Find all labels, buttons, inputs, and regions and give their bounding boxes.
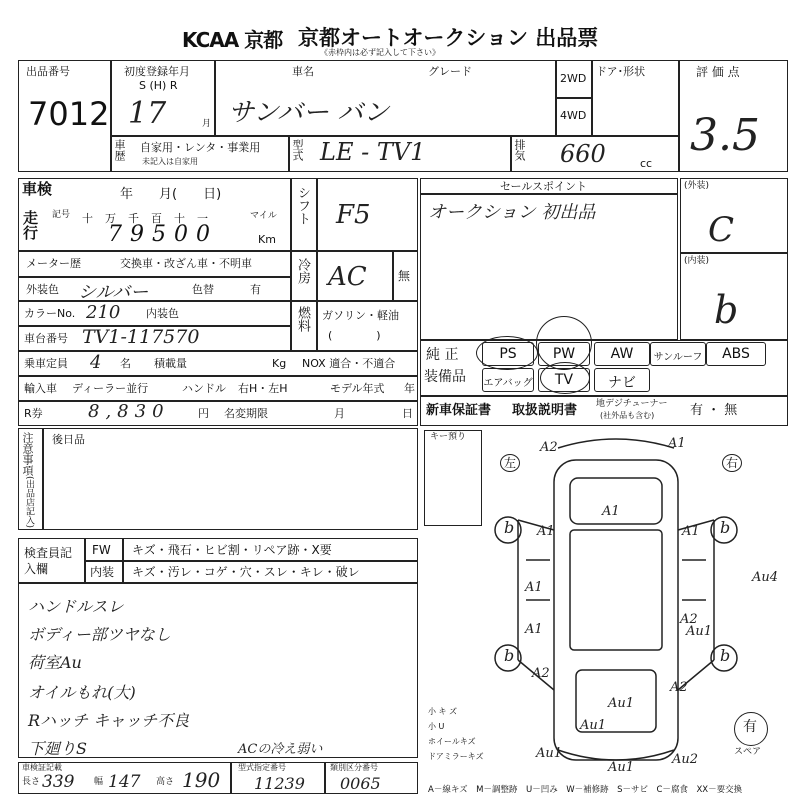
footer-legend: A－線キズ M－調整跡 U－凹み W－補修跡 S－サビ C－腐食 XX－要交換: [428, 785, 743, 795]
interior-grade-label: (内装): [684, 256, 710, 266]
drive-2wd: 2WD: [560, 72, 587, 85]
equip-tv: TV: [538, 368, 590, 392]
fuel-paren: ( ): [328, 329, 381, 342]
model: LE - TV1: [320, 138, 426, 166]
width-label: 幅: [94, 777, 104, 787]
yen-unit: 円: [198, 407, 209, 420]
fuel-options: ガソリン・軽油: [322, 309, 399, 322]
length-value: 339: [42, 772, 75, 792]
mark-au1-rear: Au1: [608, 696, 635, 711]
ac-label: 冷房: [295, 258, 310, 284]
digit-headers: 十 万 千 百 十 一: [82, 212, 208, 225]
sales-point-value: オークション 初出品: [428, 202, 596, 223]
frame-label: 車台番号: [24, 332, 68, 345]
fuel-label: 燃料: [295, 306, 310, 332]
month-unit: 月: [202, 119, 212, 129]
shift-label: シフト: [295, 186, 310, 225]
displacement-label: 排気: [513, 139, 526, 161]
interior-items: キズ・汚レ・コゲ・穴・スレ・キレ・破レ: [132, 565, 360, 579]
usage-note: 未記入は自家用: [142, 157, 198, 166]
mark-a1-left-2: A1: [525, 580, 543, 595]
equip-pw: PW: [538, 342, 590, 366]
inspection-note-4: オイルもれ(大): [28, 683, 136, 702]
mileage-label: 走行: [21, 210, 39, 240]
dims-label: 車検証記載: [22, 763, 62, 772]
equip-aw: AW: [594, 342, 650, 366]
lot-label: 出品番号: [26, 65, 70, 78]
recycle-label: R券: [24, 407, 43, 420]
score: 3.5: [690, 110, 760, 161]
key-box: [424, 430, 482, 526]
recycle-value: 8,830: [88, 401, 170, 422]
warranty: 新車保証書: [426, 403, 492, 418]
load-label: 積載量: [154, 357, 187, 370]
color-value: シルバー: [78, 282, 149, 303]
meter-options: 交換車・改ざん車・不明車: [120, 257, 252, 270]
mark-au1-bottom-2: Au1: [608, 760, 635, 775]
b-circle-rear-left: b: [504, 646, 515, 665]
displacement: 660: [560, 140, 606, 168]
mark-a2-top: A2: [540, 440, 558, 455]
mark-au4: Au4: [752, 570, 779, 585]
import-label: 輸入車: [24, 382, 57, 395]
color-label: 外装色: [26, 283, 59, 296]
exterior-grade: C: [708, 210, 735, 250]
mark-a1-left-1: A1: [537, 524, 555, 539]
mark-a2-rear-left: A2: [532, 666, 550, 681]
equip-sunroof: サンルーフ: [650, 342, 706, 366]
tuner-note: (社外品も含む): [600, 411, 655, 420]
inspection-note-1: ハンドルスレ: [28, 597, 124, 616]
model-year-label: モデル年式: [330, 382, 385, 395]
interior-label: 内装色: [146, 307, 179, 320]
b-circle-front-right: b: [720, 518, 731, 537]
equipment-label-1: 純 正: [426, 347, 459, 363]
color-change-label: 色替: [192, 283, 214, 296]
inspection-label: 検査員記入欄: [24, 546, 73, 576]
shaken-fields: 年 月( 日): [120, 187, 222, 202]
nox-label: NOX 適合・不適合: [302, 357, 396, 370]
mark-a2-rear-right: A2: [670, 680, 688, 695]
usage: 自家用・レンタ・事業用: [140, 141, 261, 154]
year-unit: 年: [404, 382, 415, 395]
spare-label: スペア: [734, 747, 762, 757]
equip-navi: ナビ: [594, 368, 650, 392]
naisou-label: 内装: [90, 565, 115, 579]
equip-ps: PS: [482, 342, 534, 366]
sales-point-label: セールスポイント: [500, 180, 588, 193]
right-label: 右: [722, 454, 742, 472]
ac-none: 無: [398, 269, 411, 283]
lot-number: 7012: [28, 95, 110, 133]
tv-circle: [540, 362, 590, 394]
cc-unit: cc: [640, 157, 653, 170]
drive-4wd: 4WD: [560, 109, 587, 122]
form-title: 京都オートオークション 出品票: [298, 26, 599, 50]
inspection-note-2: ボディー部ツヤなし: [28, 625, 171, 644]
notes-label: 注意事項: [21, 432, 34, 476]
height-label: 高さ: [156, 777, 175, 787]
history-label: 車歴: [113, 139, 126, 161]
color-no-value: 210: [86, 302, 121, 323]
length-label: 長さ: [22, 777, 41, 787]
mileage-digits: 7 9 5 0 0: [108, 222, 210, 247]
height-value: 190: [182, 768, 221, 792]
mark-a2-right: A2: [680, 612, 698, 627]
mark-a1-hood: A1: [602, 504, 620, 519]
capacity-label: 乗車定員: [24, 357, 68, 370]
mark-au1-bottom-1: Au1: [536, 746, 563, 761]
type-no-label: 型式指定番号: [238, 763, 286, 772]
interior-grade: b: [714, 288, 739, 332]
first-reg-year: 17: [128, 96, 167, 131]
inspection-note-5: Rハッチ キャッチ不良: [28, 711, 190, 730]
left-label: 左: [500, 454, 520, 472]
capacity-unit: 名: [120, 357, 131, 370]
color-no-label: カラーNo.: [24, 307, 76, 320]
ac-value: AC: [328, 262, 367, 292]
door-label: ドア･形状: [596, 65, 646, 78]
km-label: Km: [258, 233, 276, 246]
manual: 取扱説明書: [512, 403, 578, 418]
model-label: 型式: [291, 139, 304, 161]
dealer-label: ディーラー並行: [72, 382, 149, 395]
aftermarket-label: 後日品: [52, 433, 85, 446]
color-change-value: 有: [250, 283, 261, 296]
fw-items: キズ・飛石・ヒビ割・リペア跡・X要: [132, 543, 332, 557]
inspection-note-6: 下廻りS: [28, 739, 87, 758]
load-unit: Kg: [272, 357, 287, 370]
inspection-note-3: 荷室Au: [28, 653, 82, 672]
equip-airbag: エアバッグ: [482, 368, 534, 392]
tuner-label: 地デジチューナー: [596, 399, 668, 409]
month-label: 月: [334, 407, 345, 420]
mark-a1-right-1: A1: [682, 524, 700, 539]
key-label: キー預り: [430, 432, 467, 442]
spare-mark: 有: [743, 719, 757, 735]
equipment-label-2: 装備品: [424, 369, 466, 385]
b-circle-rear-right: b: [720, 646, 731, 665]
type-no-value: 11239: [254, 774, 305, 793]
class-label: 類別区分番号: [330, 763, 378, 772]
exterior-label: (外装): [684, 181, 710, 191]
b-circle-front-left: b: [504, 518, 515, 537]
meter-label: メーター歴: [26, 257, 81, 270]
shaken-label: 車検: [22, 180, 53, 198]
mile-label: マイル: [250, 211, 277, 221]
car-name-label: 車名: [292, 65, 314, 78]
frame-value: TV1-117570: [82, 326, 200, 348]
mark-au1-bottom-3: Au1: [580, 718, 607, 733]
mark-a1-top: A1: [668, 436, 686, 451]
fw-label: FW: [92, 543, 111, 557]
form-note: 《赤枠内は必ず記入して下さい》: [320, 48, 440, 57]
mark-a1-left-3: A1: [525, 622, 543, 637]
ps-circle: [476, 336, 538, 370]
capacity-value: 4: [90, 352, 102, 373]
memory-label: 記号: [52, 210, 71, 220]
car-name: サンバー バン: [228, 98, 390, 128]
score-label: 評 価 点: [696, 65, 740, 79]
first-reg-label: 初度登録年月: [124, 65, 190, 78]
small-legend: 小 キ ズ 小 U ホイールキズ ドアミラーキズ: [428, 707, 484, 761]
grade-label: グレード: [428, 65, 472, 78]
name-change-label: 名変期限: [224, 407, 268, 420]
mark-au2: Au2: [672, 752, 699, 767]
mark-au1-right: Au1: [686, 624, 713, 639]
class-value: 0065: [340, 774, 381, 793]
day-label: 日: [402, 407, 413, 420]
logo: KCAA 京都: [182, 28, 283, 52]
handle-options: 右H・左H: [238, 382, 288, 395]
shift-value: F5: [336, 200, 371, 230]
tuner-options: 有 ・ 無: [690, 403, 738, 418]
ac-note: ACの冷え弱い: [238, 742, 323, 757]
handle-label: ハンドル: [182, 382, 226, 395]
equip-abs: ABS: [706, 342, 766, 366]
notes-side-label: (出品店記入): [24, 476, 34, 529]
width-value: 147: [108, 772, 141, 792]
era-options: S (H) R: [139, 79, 178, 92]
